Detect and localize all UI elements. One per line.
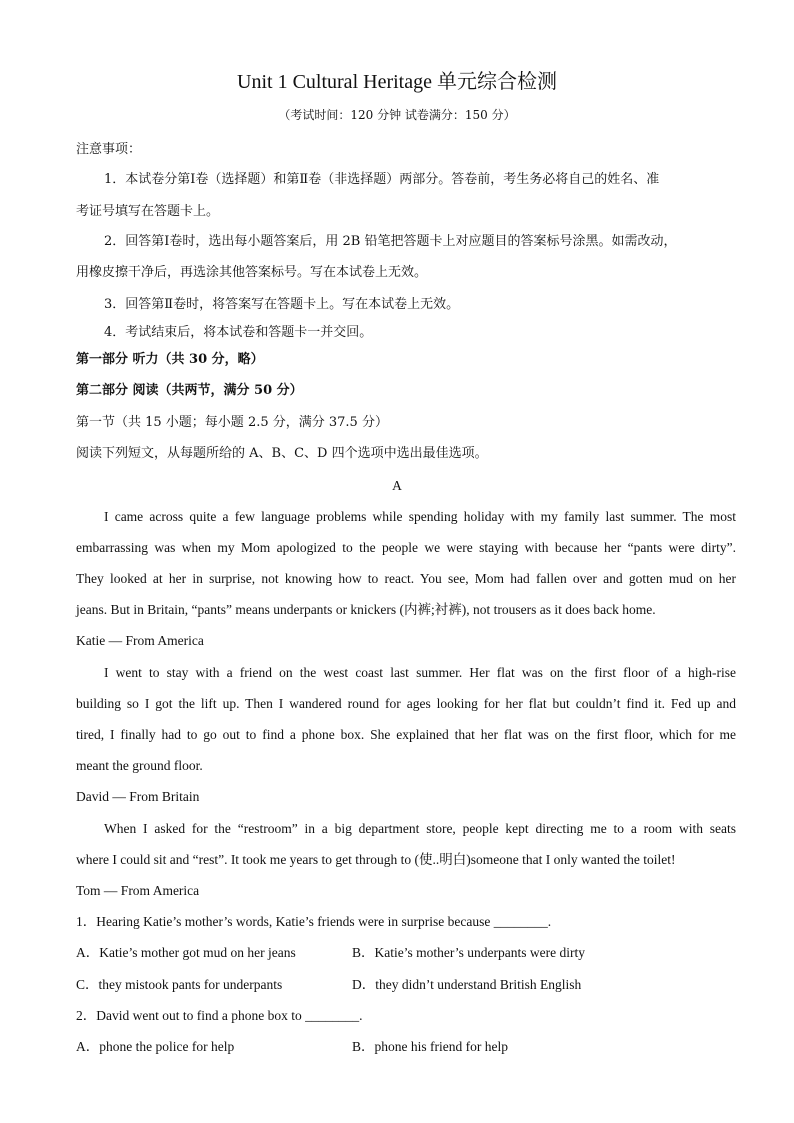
question-2-stem: 2．David went out to find a phone box to ________. xyxy=(76,1008,363,1023)
passage-2-line-3: tired, I finally had to go out to find a phone box. She explained that her flat was on the first floor, which for me xyxy=(76,727,736,742)
passage-2-line-4: meant the ground floor. xyxy=(76,758,203,773)
passage-3-line-1: When I asked for the “restroom” in a big department store, people kept directing me to a room with seats xyxy=(104,821,736,836)
part-2-heading: 第二部分 阅读（共两节，满分 50 分） xyxy=(76,383,303,398)
passage-3-line-2: where I could sit and “rest”. It took me years to get through to (使..明白)someone that I only wanted the toilet! xyxy=(76,852,676,867)
reading-instruction: 阅读下列短文，从每题所给的 A、B、C、D 四个选项中选出最佳选项。 xyxy=(76,446,488,461)
question-1-option-a: A．Katie’s mother got mud on her jeans xyxy=(76,945,296,960)
question-1-option-c: C．they mistook pants for underpants xyxy=(76,977,283,992)
note-item-2-line-1: 2．回答第Ⅰ卷时，选出每小题答案后，用 2B 铅笔把答题卡上对应题目的答案标号涂黑。如需改动， xyxy=(104,234,677,249)
question-1-option-d: D．they didn’t understand British English xyxy=(352,977,582,992)
passage-label: A xyxy=(392,478,402,493)
question-2-option-b: B．phone his friend for help xyxy=(352,1039,508,1054)
note-item-2-line-2: 用橡皮擦干净后，再选涂其他答案标号。写在本试卷上无效。 xyxy=(76,265,428,280)
passage-1-line-3: They looked at her in surprise, not knowing how to react. You see, Mom had fallen over and gotten mud on her xyxy=(76,571,736,586)
question-2-option-a: A．phone the police for help xyxy=(76,1039,235,1054)
passage-1-line-4: jeans. But in Britain, “pants” means underpants or knickers (内裤;衬裤), not trousers as it does back home. xyxy=(76,602,656,617)
note-item-4: 4．考试结束后，将本试卷和答题卡一并交回。 xyxy=(104,325,373,340)
part-1-heading: 第一部分 听力（共 30 分，略） xyxy=(76,352,264,367)
signature-tom: Tom — From America xyxy=(76,883,200,898)
passage-1-line-1: I came across quite a few language problems while spending holiday with my family last summer. The most xyxy=(104,509,736,524)
passage-2-line-1: I went to stay with a friend on the west coast last summer. Her flat was on the first floor of a high-rise xyxy=(104,665,736,680)
note-item-3: 3．回答第Ⅱ卷时，将答案写在答题卡上。写在本试卷上无效。 xyxy=(104,297,460,312)
note-item-1-line-2: 考证号填写在答题卡上。 xyxy=(76,204,220,219)
signature-david: David — From Britain xyxy=(76,789,200,804)
page-title: Unit 1 Cultural Heritage 单元综合检测 xyxy=(237,71,557,93)
note-item-1-line-1: 1．本试卷分第Ⅰ卷（选择题）和第Ⅱ卷（非选择题）两部分。答卷前，考生务必将自己的姓名、准 xyxy=(104,172,660,187)
notes-heading: 注意事项： xyxy=(76,142,142,157)
passage-2-line-2: building so I got the lift up. Then I wandered round for ages looking for her flat but couldn’t find it. Fed up and xyxy=(76,696,736,711)
signature-katie: Katie — From America xyxy=(76,633,204,648)
section-1-heading: 第一节（共 15 小题；每小题 2.5 分，满分 37.5 分） xyxy=(76,415,388,430)
exam-info: （考试时间：120 分钟 试卷满分：150 分） xyxy=(278,108,516,122)
question-1-option-b: B．Katie’s mother’s underpants were dirty xyxy=(352,945,585,960)
passage-1-line-2: embarrassing was when my Mom apologized to the people we were staying with because her “pants were dirty”. xyxy=(76,540,736,555)
question-1-stem: 1．Hearing Katie’s mother’s words, Katie’s friends were in surprise because ________. xyxy=(76,914,552,929)
